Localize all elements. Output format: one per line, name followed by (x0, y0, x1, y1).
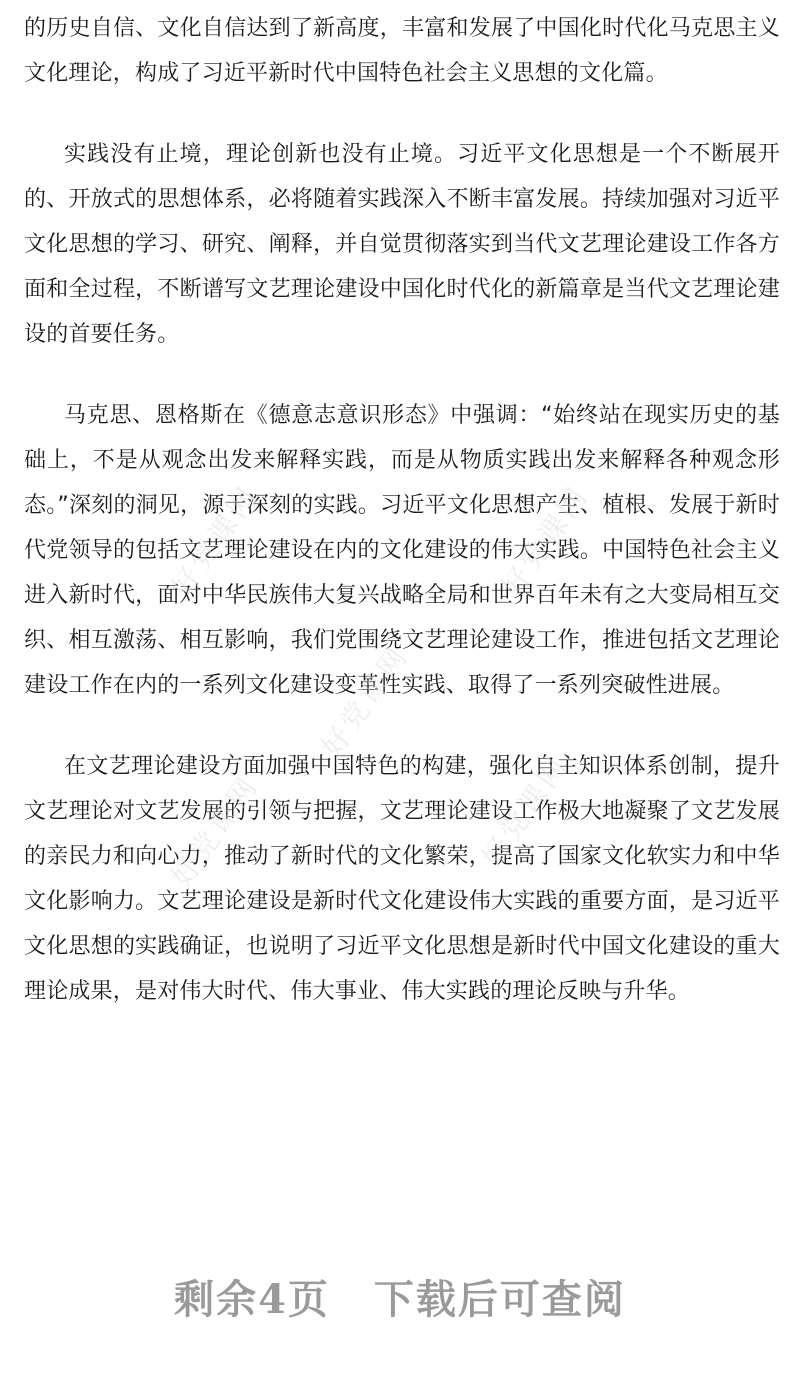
watermark: 好党课网 (315, 638, 416, 763)
watermark: 好党课网 (475, 748, 576, 873)
download-hint-label: 下载后可查阅 (373, 1276, 626, 1323)
paragraph-2: 实践没有止境，理论创新也没有止境。习近平文化思想是一个不断展开的、开放式的思想体系，必将随着实践深入不断丰富发展。持续加强对习近平文化思想的学习、研究、阐释，并自觉贯彻落实到当代文艺理论建设工作各方面和全过程，不断谱写文艺理论建设中国化时代化的新篇章是当代文艺理论建设的首要任务。 (24, 142, 780, 347)
remaining-pages-label: 剩余4页 (174, 1276, 330, 1323)
document-body (24, 0, 780, 1014)
paragraph-4: 在文艺理论建设方面加强中国特色的构建，强化自主知识体系创制，提升文艺理论对文艺发展的引领与把握，文艺理论建设工作极大地凝聚了文艺发展的亲民力和向心力，推动了新时代的文化繁荣，提高了国家文化软实力和中华文化影响力。文艺理论建设是新时代文化建设伟大实践的重要方面，是习近平文化思想的实践确证，也说明了习近平文化思想是新时代中国文化建设的重大理论成果，是对伟大时代、伟大事业、伟大实践的理论反映与升华。 (24, 754, 780, 1004)
paragraph-1: 的历史自信、文化自信达到了新高度，丰富和发展了中国化时代化马克思主义文化理论，构成了习近平新时代中国特色社会主义思想的文化篇。 (24, 16, 780, 86)
download-banner[interactable] (0, 1268, 800, 1325)
watermark: 好党课网 (165, 478, 266, 603)
watermark: 好党课网 (165, 768, 266, 893)
paragraph-3: 马克思、恩格斯在《德意志意识形态》中强调：“始终站在现实历史的基础上，不是从观念出发来解释实践，而是从物质实践出发来解释各种观念形态。”深刻的洞见，源于深刻的实践。习近平文化思想产生、植根、发展于新时代党领导的包括文艺理论建设在内的文化建设的伟大实践。中国特色社会主义进入新时代，面对中华民族伟大复兴战略全局和世界百年未有之大变局相互交织、相互激荡、相互影响，我们党围绕文艺理论建设工作，推进包括文艺理论建设工作在内的一系列文化建设变革性实践、取得了一系列突破性进展。 (24, 403, 780, 698)
watermark: 好党课网 (495, 478, 596, 603)
